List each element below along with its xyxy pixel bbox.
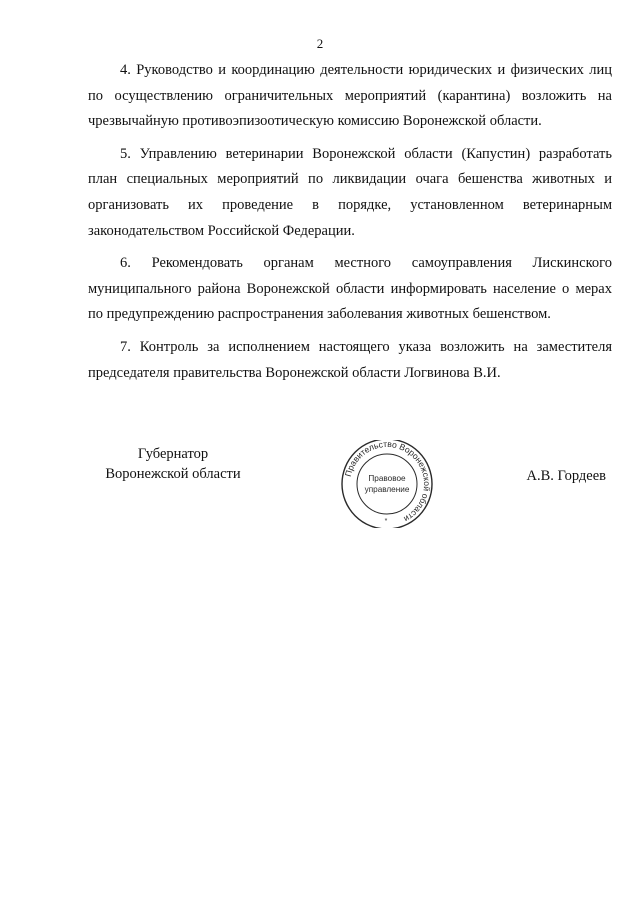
seal-star-icon: * — [384, 518, 388, 525]
signer-position-line-1: Губернатор — [137, 446, 209, 462]
signature-block — [0, 440, 640, 540]
paragraph-6: 6. Рекомендовать органам местного самоуправления Лискинского муниципального района Воронежской области информировать население о мерах по предупреждению распространения заболевания животных бешенством. — [88, 255, 612, 323]
paragraph-4: 4. Руководство и координацию деятельности юридических и физических лиц по осуществлению ограничительных мероприятий (карантина) возложить на чрезвычайную противоэпизоотическую комиссию Воронежской области. — [88, 62, 612, 130]
seal-ring-text: Правительство Воронежской области — [342, 440, 433, 525]
official-seal — [336, 440, 438, 528]
page-number: 2 — [316, 36, 324, 51]
seal-center-line-2: управление — [364, 485, 410, 494]
paragraph-7: 7. Контроль за исполнением настоящего указа возложить на заместителя председателя правительства Воронежской области Логвинова В.И. — [88, 338, 612, 381]
signer-name: А.В. Гордеев — [526, 468, 606, 484]
signer-position — [88, 444, 258, 484]
seal-center-line-1: Правовое — [368, 474, 406, 483]
paragraph-5: 5. Управлению ветеринарии Воронежской области (Капустин) разработать план специальных мероприятий по ликвидации очага бешенства животных и организовать их проведение в порядке, установленном ветеринарным законодательством Российской Федерации. — [88, 145, 612, 239]
signer-position-line-2: Воронежской области — [105, 466, 241, 482]
document-body — [88, 58, 612, 393]
